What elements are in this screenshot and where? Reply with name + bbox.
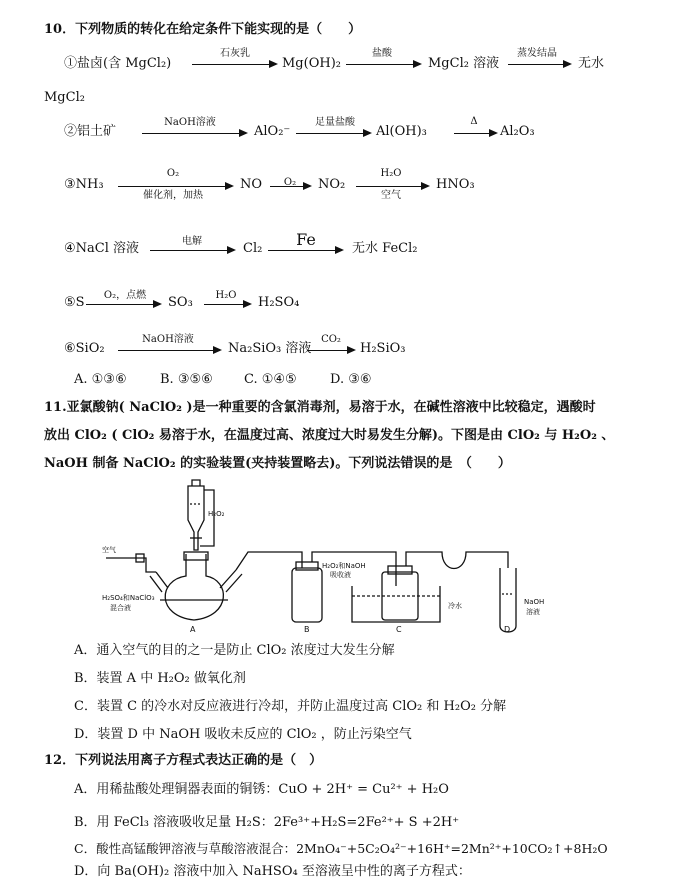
r5-cond1: O₂，点燃 [103, 290, 147, 301]
r4-arrow2 [268, 250, 342, 251]
r6-arrow1 [118, 350, 220, 351]
q12-option-d: D．向 Ba(OH)₂ 溶液中加入 NaHSO₄ 至溶液呈中性的离子方程式： [74, 864, 471, 879]
r1-arrow3 [508, 64, 570, 65]
q10-option-b: B. ③⑤⑥ [160, 372, 213, 387]
r2-cond2: 足量盐酸 [315, 117, 355, 128]
fig-absorb-label2: 吸收液 [330, 571, 351, 579]
r3-arrow2 [270, 186, 310, 187]
r3-arrow1 [118, 186, 232, 187]
q11-stem-line3: NaOH 制备 NaClO₂ 的实验装置(夹持装置略去)。下列说法错误的是 （ ） [44, 456, 511, 471]
r1-prod3-formula: MgCl₂ [44, 90, 85, 105]
r1-prod1: Mg(OH)₂ [282, 56, 341, 71]
r5-reactant: ⑤S [64, 295, 85, 310]
q11-option-d: D．装置 D 中 NaOH 吸收未反应的 ClO₂ ，防止污染空气 [74, 727, 412, 742]
r1-prod2: MgCl₂ 溶液 [428, 56, 500, 71]
r4-prod2: 无水 FeCl₂ [352, 241, 418, 256]
r6-prod1: Na₂SiO₃ 溶液 [228, 341, 312, 356]
q11-option-b: B．装置 A 中 H₂O₂ 做氧化剂 [74, 671, 246, 686]
fig-label-c: C [396, 625, 402, 634]
r5-arrow1 [86, 304, 160, 305]
r3-prod3: HNO₃ [436, 177, 475, 192]
fig-absorb-label: H₂O₂和NaOH [322, 562, 366, 570]
r2-prod2: Al(OH)₃ [376, 124, 427, 139]
q11-option-c: C．装置 C 的冷水对反应液进行冷却，并防止温度过高 ClO₂ 和 H₂O₂ 分解 [74, 699, 507, 714]
r3-arrow3 [356, 186, 428, 187]
r3-cond3b: 空气 [381, 190, 401, 201]
r6-reactant: ⑥SiO₂ [64, 341, 105, 356]
r3-cond1a: O₂ [166, 168, 180, 179]
r4-cond2: Fe [296, 230, 316, 249]
r1-arrow2 [346, 64, 420, 65]
r6-cond2: CO₂ [321, 334, 341, 345]
fig-naoh-label2: 溶液 [526, 608, 540, 616]
r1-arrow1 [192, 64, 276, 65]
r3-prod2: NO₂ [318, 177, 346, 192]
fig-cold-water-label: 冷水 [448, 602, 462, 610]
r2-arrow1 [142, 133, 246, 134]
r3-cond2: O₂ [283, 177, 297, 188]
q12-stem: 12．下列说法用离子方程式表达正确的是（ ） [44, 753, 323, 768]
fig-naoh-label: NaOH [524, 598, 545, 606]
q10-option-a: A. ①③⑥ [74, 372, 127, 387]
r4-cond1: 电解 [182, 236, 202, 247]
r1-cond2: 盐酸 [372, 48, 392, 59]
apparatus-figure [96, 476, 596, 636]
r3-cond3a: H₂O [380, 168, 402, 179]
q12-option-a: A．用稀盐酸处理铜器表面的铜锈：CuO + 2H⁺ = Cu²⁺ + H₂O [74, 782, 449, 797]
r1-reactant: ①盐卤(含 MgCl₂) [64, 56, 172, 71]
q12-option-c: C．酸性高锰酸钾溶液与草酸溶液混合：2MnO₄⁻+5C₂O₄²⁻+16H⁺=2Mn²⁺+10CO₂↑+8H₂O [74, 841, 608, 856]
r2-reactant: ②铝土矿 [64, 124, 117, 139]
r6-arrow2 [308, 350, 354, 351]
fig-mix-a-label2: 混合液 [110, 604, 131, 612]
r6-cond1: NaOH溶液 [142, 334, 194, 345]
r3-prod1: NO [240, 177, 263, 192]
q10-stem: 10．下列物质的转化在给定条件下能实现的是（ ） [44, 22, 362, 37]
r1-cond3: 蒸发结晶 [517, 48, 557, 59]
r3-reactant: ③NH₃ [64, 177, 104, 192]
q11-stem-line1: 11.亚氯酸钠( NaClO₂ )是一种重要的含氯消毒剂，易溶于水，在碱性溶液中比较稳定，遇酸时 [44, 400, 596, 415]
r4-arrow1 [150, 250, 234, 251]
r2-arrow3 [454, 133, 496, 134]
fig-air-label: 空气 [102, 546, 116, 554]
fig-mix-a-label: H₂SO₄和NaClO₃ [102, 594, 155, 602]
q11-option-a: A．通入空气的目的之一是防止 ClO₂ 浓度过大发生分解 [74, 643, 395, 658]
r5-prod1: SO₃ [168, 295, 193, 310]
r5-arrow2 [204, 304, 250, 305]
r2-cond1: NaOH溶液 [164, 117, 216, 128]
r2-cond3: Δ [470, 116, 478, 127]
r1-prod3: 无水 [578, 56, 605, 71]
r2-prod1: AlO₂⁻ [254, 124, 291, 139]
q10-option-d: D. ③⑥ [330, 372, 372, 387]
q12-option-b: B．用 FeCl₃ 溶液吸收足量 H₂S：2Fe³⁺+H₂S=2Fe²⁺+ S +2H⁺ [74, 815, 460, 830]
r5-prod2: H₂SO₄ [258, 295, 300, 310]
r5-cond2: H₂O [215, 290, 237, 301]
q11-stem-line2: 放出 ClO₂ ( ClO₂ 易溶于水，在温度过高、浓度过大时易发生分解)。下图是由 ClO₂ 与 H₂O₂ 、 [44, 428, 615, 443]
r4-prod1: Cl₂ [243, 241, 263, 256]
r2-arrow2 [296, 133, 370, 134]
fig-label-a: A [190, 625, 196, 634]
r3-cond1b: 催化剂，加热 [143, 190, 203, 201]
fig-label-d: D [504, 625, 511, 634]
fig-label-b: B [304, 625, 310, 634]
fig-h2o2-label: H₂O₂ [208, 510, 225, 518]
r2-prod3: Al₂O₃ [500, 124, 535, 139]
r4-reactant: ④NaCl 溶液 [64, 241, 140, 256]
q10-option-c: C. ①④⑤ [244, 372, 297, 387]
r6-prod2: H₂SiO₃ [360, 341, 406, 356]
r1-cond1: 石灰乳 [220, 48, 250, 59]
